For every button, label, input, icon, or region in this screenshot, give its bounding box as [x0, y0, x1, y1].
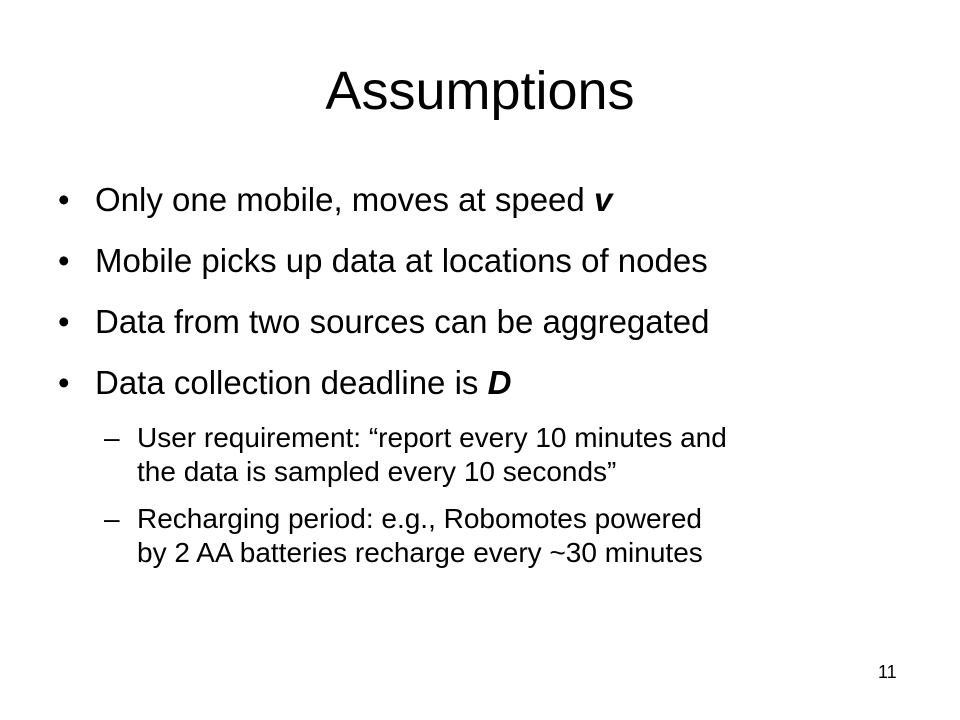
- bullet-list: [58, 180, 938, 424]
- bullet-marker: •: [58, 364, 70, 401]
- bullet-text: Only one mobile, moves at speed: [95, 181, 594, 218]
- bullet-item: [58, 241, 938, 281]
- sub-bullet-marker: –: [104, 422, 120, 453]
- bullet-marker: •: [58, 242, 70, 279]
- bullet-text: Data from two sources can be aggregated: [95, 303, 710, 340]
- bullet-marker: •: [58, 303, 70, 340]
- sub-bullet-marker: –: [104, 503, 120, 534]
- bullet-text: Mobile picks up data at locations of nodes: [95, 242, 708, 279]
- bullet-item: [58, 302, 938, 342]
- bullet-item: [58, 180, 938, 220]
- page-number: 11: [878, 662, 897, 682]
- sub-bullet-line: Recharging period: e.g., Robomotes powered: [137, 503, 703, 534]
- bullet-variable: D: [487, 364, 512, 401]
- slide-title: Assumptions: [325, 61, 635, 121]
- bullet-variable: v: [593, 181, 613, 218]
- bullet-item: [58, 363, 938, 403]
- bullet-marker: •: [58, 181, 70, 218]
- sub-bullet-line: by 2 AA batteries recharge every ~30 minutes: [137, 537, 703, 568]
- bullet-text: Data collection deadline is: [95, 364, 488, 401]
- sub-bullet-line: the data is sampled every 10 seconds”: [137, 456, 617, 487]
- sub-bullet-item: [104, 502, 904, 570]
- sub-bullet-list: [104, 421, 904, 583]
- sub-bullet-line: User requirement: “report every 10 minutes and: [137, 422, 727, 453]
- sub-bullet-item: [104, 421, 904, 489]
